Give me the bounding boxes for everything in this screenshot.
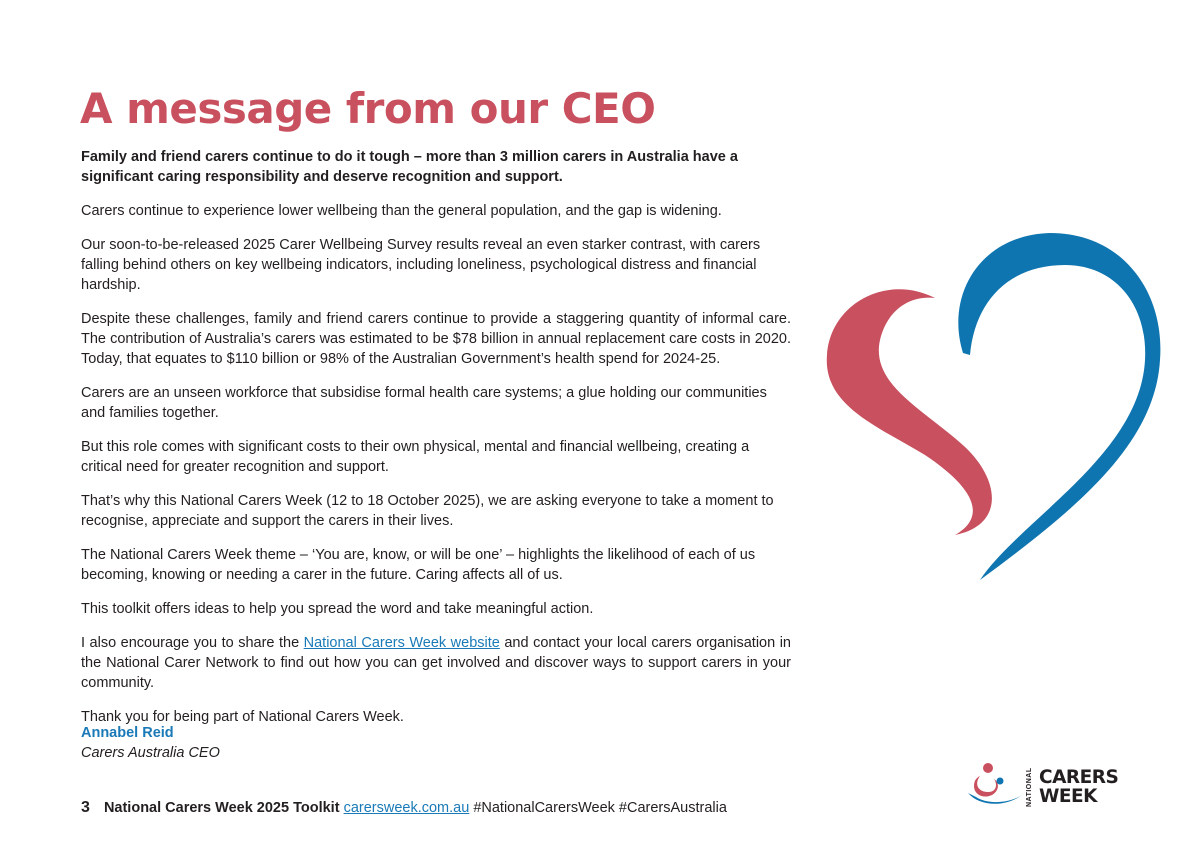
logo-wordmark <box>1039 768 1118 806</box>
signature-name: Annabel Reid <box>81 725 174 741</box>
page-number: 3 <box>81 799 90 816</box>
link-paragraph <box>81 633 791 693</box>
body-paragraph: Carers are an unseen workforce that subsidise formal health care systems; a glue holding our communities and families together. <box>81 385 767 421</box>
signature-block <box>81 723 220 763</box>
closing-paragraph: Thank you for being part of National Carers Week. <box>81 709 404 725</box>
body-paragraph: That’s why this National Carers Week (12 to 18 October 2025), we are asking everyone to take a moment to recognise, appreciate and support the carers in their lives. <box>81 493 774 529</box>
page-title: A message from our CEO <box>80 84 656 133</box>
lead-paragraph: Family and friend carers continue to do it tough – more than 3 million carers in Australia have a significant caring responsibility and deserve recognition and support. <box>81 149 738 185</box>
carers-week-website-link[interactable]: National Carers Week website <box>303 635 500 651</box>
body-paragraph: This toolkit offers ideas to help you spread the word and take meaningful action. <box>81 601 594 617</box>
body-paragraph: But this role comes with significant costs to their own physical, mental and financial wellbeing, creating a critical need for greater recognition and support. <box>81 439 750 475</box>
link-paragraph-lead: I also encourage you to share the <box>81 635 304 651</box>
message-body <box>81 147 791 741</box>
page-footer <box>81 797 727 819</box>
logo-national-label: NATIONAL <box>1026 767 1033 807</box>
logo-line-week: WEEK <box>1039 786 1098 807</box>
signature-role: Carers Australia CEO <box>81 745 220 761</box>
toolkit-label: National Carers Week 2025 Toolkit <box>103 800 340 816</box>
logo-line-carers: CARERS <box>1039 767 1119 788</box>
body-paragraph: Despite these challenges, family and friend carers continue to provide a staggering quantity of informal care. The contribution of Australia’s carers was estimated to be $78 billion in annual replacement care costs in 2020. Today, that equates to $110 billion or 98% of the Australian Government’s health spend for 2024-25. <box>81 311 791 367</box>
footer-hashtags: #NationalCarersWeek #CarersAustralia <box>473 800 727 816</box>
carers-week-logo <box>966 757 1126 813</box>
link-paragraph-tail: and contact your local carers organisation in the National Carer Network to find out how you can get involved and discover ways to support carers in your community. <box>81 635 791 691</box>
body-paragraph: The National Carers Week theme – ‘You are, know, or will be one’ – highlights the likelihood of each of us becoming, knowing or needing a carer in the future. Caring affects all of us. <box>81 547 756 583</box>
body-paragraph: Our soon-to-be-released 2025 Carer Wellbeing Survey results reveal an even starker contrast, with carers falling behind others on key wellbeing indicators, including loneliness, psychological distress and financial hardship. <box>81 237 761 293</box>
carers-week-logo-icon <box>966 759 1026 811</box>
body-paragraph: Carers continue to experience lower wellbeing than the general population, and the gap is widening. <box>81 203 722 219</box>
carersweek-site-link[interactable]: carersweek.com.au <box>343 800 470 816</box>
heart-graphic-icon <box>815 225 1175 590</box>
heart-blue-stroke <box>958 233 1160 580</box>
